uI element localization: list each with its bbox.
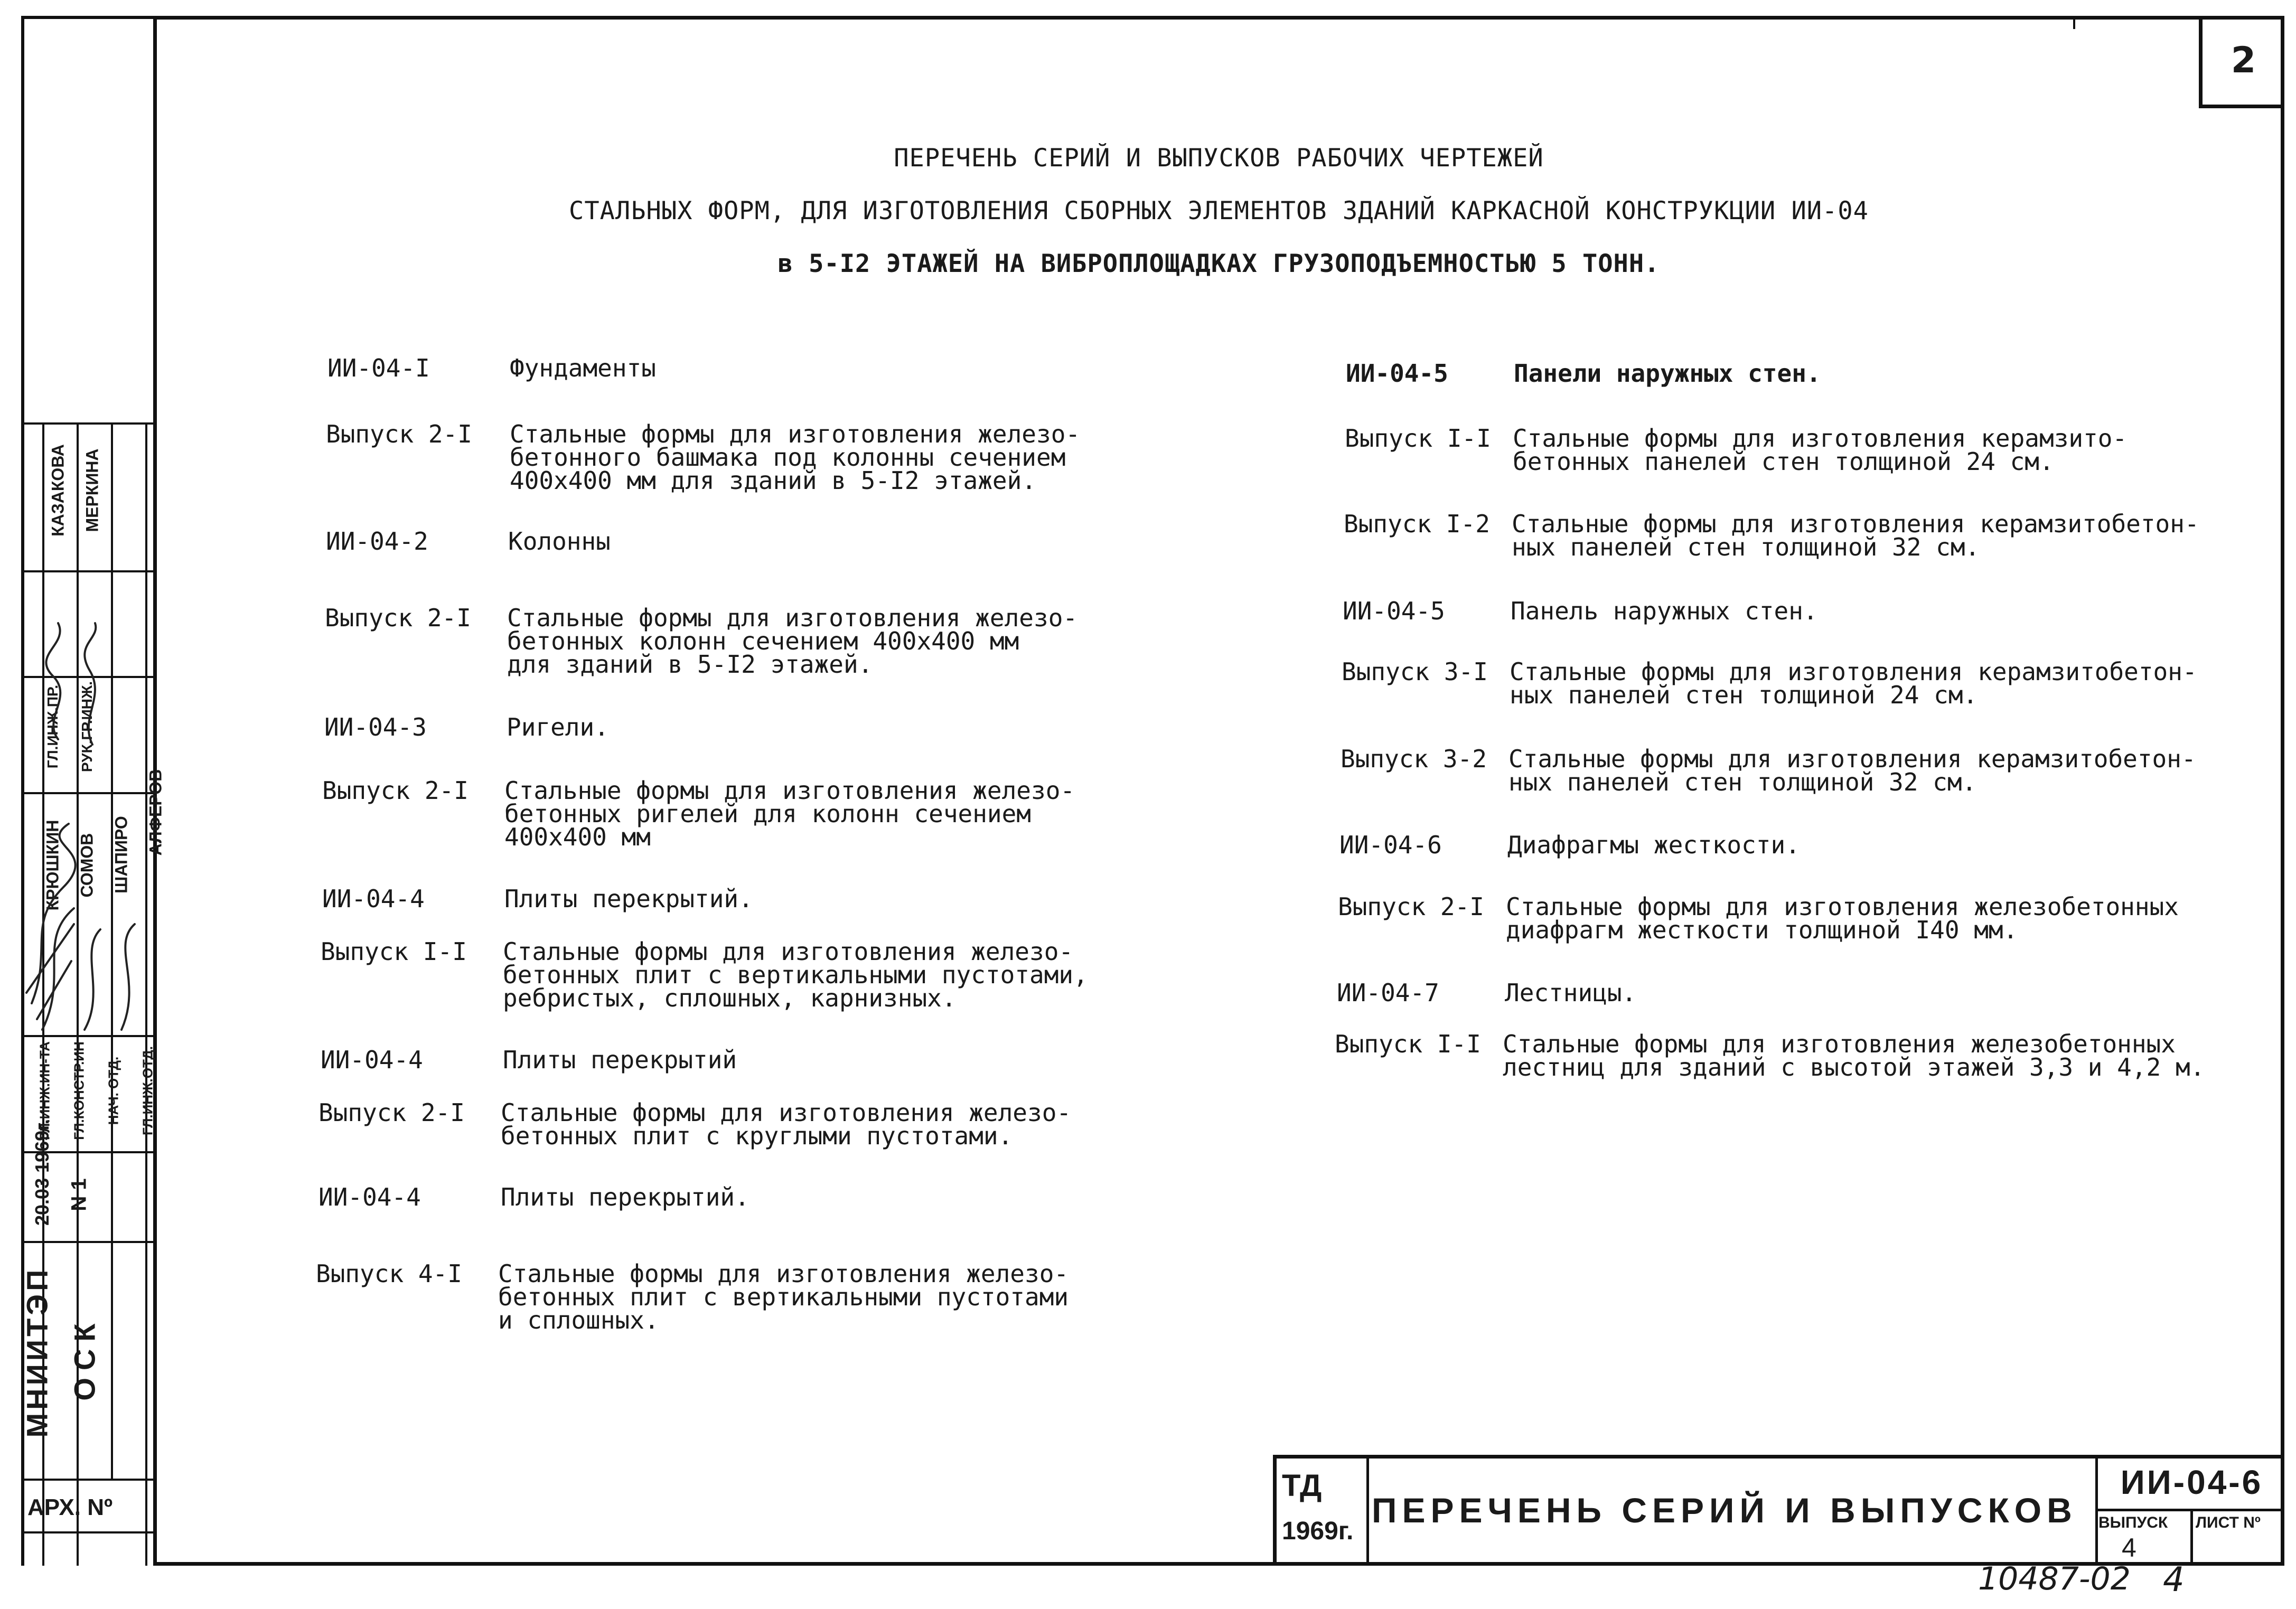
stamp-dept: ОСК bbox=[68, 1316, 101, 1401]
entry-code: ИИ-04-7 bbox=[1337, 978, 1439, 1007]
entry-line: бетонных колонн сечением 400х400 мм bbox=[507, 627, 1019, 655]
entry-code: Выпуск I-I bbox=[1335, 1030, 1481, 1058]
entry-line: Диафрагмы жесткости. bbox=[1507, 831, 1800, 859]
entry-line: Плиты перекрытий bbox=[503, 1046, 737, 1074]
title-block-code: ИИ-04-6 bbox=[2120, 1463, 2263, 1501]
entry-line: бетонных плит с вертикальными пустотами bbox=[498, 1283, 1069, 1311]
entry-code: Выпуск I-I bbox=[1345, 424, 1491, 453]
entry-line: Стальные формы для изготовления керамзито- bbox=[1513, 424, 2128, 453]
entry-line: ных панелей стен толщиной 24 см. bbox=[1510, 681, 1978, 709]
entry-line: Панели наружных стен. bbox=[1514, 359, 1821, 388]
entry-line: Панель наружных стен. bbox=[1511, 597, 1818, 625]
stamp-org: МНИИТЭП bbox=[20, 1266, 54, 1438]
entry-code: ИИ-04-3 bbox=[324, 713, 427, 741]
stamp-name-kryushkin: КРЮШКИН bbox=[43, 820, 62, 911]
page-title-line-1: ПЕРЕЧЕНЬ СЕРИЙ И ВЫПУСКОВ РАБОЧИХ ЧЕРТЕЖЕЙ bbox=[894, 144, 1544, 173]
stamp-name-alferov: АЛФЕРОВ bbox=[146, 769, 165, 856]
entry-line: бетонных панелей стен толщиной 24 см. bbox=[1513, 447, 2054, 476]
entry-line: Фундаменты bbox=[510, 354, 656, 382]
page-number: 4 bbox=[2163, 1560, 2185, 1599]
entry-line: Стальные формы для изготовления железобетонных bbox=[1506, 892, 2179, 921]
title-block-issue-label: ВЫПУСК bbox=[2098, 1514, 2168, 1531]
frame-tick bbox=[2073, 16, 2075, 29]
title-block-sheet-label: ЛИСТ Nº bbox=[2196, 1514, 2261, 1531]
entry-line: ребристых, сплошных, карнизных. bbox=[503, 984, 957, 1012]
entry-code: ИИ-04-4 bbox=[321, 1046, 423, 1074]
stamp-role-gl-konstr: ГЛ.КОНСТР.ИН bbox=[71, 1041, 87, 1140]
entry-code: Выпуск 2-I bbox=[326, 420, 472, 448]
stamp-role-nach-otd: НАЧ. ОТД. bbox=[105, 1056, 121, 1125]
stamp-role-gl-inzh-pr: ГЛ.ИНЖ.ПР. bbox=[44, 684, 61, 769]
stamp-role-gl-inzh-inta: ГЛ.ИНЖ.ИН-ТА bbox=[36, 1041, 53, 1140]
title-block-name: ПЕРЕЧЕНЬ СЕРИЙ И ВЫПУСКОВ bbox=[1372, 1491, 2077, 1530]
entry-code: Выпуск 2-I bbox=[1338, 892, 1484, 921]
entry-line: Стальные формы для изготовления железо- bbox=[510, 420, 1081, 448]
stamp-archive-label: АРХ. Nº bbox=[27, 1494, 113, 1520]
stamp-name-shapiro: ШАПИРО bbox=[111, 816, 131, 893]
title-block-year: 1969г. bbox=[1282, 1517, 1354, 1545]
entry-code: Выпуск 2-I bbox=[325, 604, 471, 632]
sheet-number: 2 bbox=[2199, 16, 2284, 108]
entry-line: Стальные формы для изготовления керамзитобетон- bbox=[1512, 510, 2199, 538]
entry-line: и сплошных. bbox=[498, 1306, 659, 1334]
entry-code: ИИ-04-4 bbox=[318, 1183, 421, 1211]
entry-code: ИИ-04-5 bbox=[1343, 597, 1445, 625]
entry-code: Выпуск 3-2 bbox=[1341, 745, 1487, 773]
entry-line: 400х400 мм bbox=[504, 823, 651, 851]
title-block-td: ТД bbox=[1282, 1469, 1322, 1503]
stamp-date: 20.03 1969г. bbox=[31, 1119, 53, 1226]
stamp-name-merkina: МЕРКИНА bbox=[82, 448, 102, 532]
entry-code: Выпуск 2-I bbox=[322, 776, 468, 805]
page-title-line-2: СТАЛЬНЫХ ФОРМ, ДЛЯ ИЗГОТОВЛЕНИЯ СБОРНЫХ ЭЛЕМЕНТОВ ЗДАНИЙ КАРКАСНОЙ КОНСТРУКЦИИ ИИ-04 bbox=[569, 196, 1869, 225]
entry-line: Плиты перекрытий. bbox=[501, 1183, 749, 1211]
entry-line: для зданий в 5-I2 этажей. bbox=[507, 650, 873, 679]
archive-number: 10487-02 bbox=[1978, 1560, 2131, 1597]
entry-line: бетонных плит с вертикальными пустотами, bbox=[503, 961, 1088, 989]
entry-line: ных панелей стен толщиной 32 см. bbox=[1512, 533, 1980, 561]
entry-line: Стальные формы для изготовления железобетонных bbox=[1503, 1030, 2176, 1058]
entry-line: Стальные формы для изготовления керамзитобетон- bbox=[1508, 745, 2196, 773]
page-title-line-3: в 5-I2 ЭТАЖЕЙ НА ВИБРОПЛОЩАДКАХ ГРУЗОПОДЪЕМНОСТЬЮ 5 ТОНН. bbox=[777, 249, 1660, 278]
stamp-name-somov: СОМОВ bbox=[77, 833, 97, 898]
stamp-number: N 1 bbox=[67, 1178, 91, 1211]
entry-code: Выпуск I-I bbox=[321, 937, 467, 966]
title-block bbox=[1273, 1455, 2284, 1566]
entry-line: бетонного башмака под колонны сечением bbox=[510, 443, 1066, 472]
entry-line: бетонных ригелей для колонн сечением bbox=[504, 799, 1031, 828]
entry-line: Плиты перекрытий. bbox=[504, 885, 753, 913]
left-stamp-strip bbox=[20, 422, 165, 1566]
entry-line: бетонных плит с круглыми пустотами. bbox=[501, 1122, 1013, 1150]
entry-line: лестниц для зданий с высотой этажей 3,3 и 4,2 м. bbox=[1503, 1053, 2205, 1081]
entry-code: Выпуск 4-I bbox=[316, 1259, 462, 1288]
entry-line: диафрагм жесткости толщиной I40 мм. bbox=[1506, 916, 2018, 944]
entry-line: Колонны bbox=[508, 527, 611, 556]
stamp-name-kazakova: КАЗАКОВА bbox=[48, 444, 68, 537]
entry-line: Стальные формы для изготовления железо- bbox=[503, 937, 1074, 966]
entry-line: Стальные формы для изготовления железо- bbox=[498, 1259, 1069, 1288]
stamp-role-ruk-gr-inzh: РУК.ГР.ИНЖ. bbox=[79, 681, 95, 773]
entry-code: ИИ-04-2 bbox=[326, 527, 428, 556]
stamp-role-gl-inzh-otd: ГЛ.ИНЖ.ОТД. bbox=[139, 1046, 156, 1135]
entry-code: ИИ-04-4 bbox=[322, 885, 425, 913]
entry-line: Стальные формы для изготовления железо- bbox=[504, 776, 1075, 805]
entry-line: 400х400 мм для зданий в 5-I2 этажей. bbox=[510, 466, 1036, 495]
entry-code: ИИ-04-I bbox=[327, 354, 430, 382]
entry-line: Ригели. bbox=[507, 713, 609, 741]
entry-line: Стальные формы для изготовления железо- bbox=[507, 604, 1078, 632]
entry-line: Стальные формы для изготовления железо- bbox=[501, 1098, 1072, 1127]
entry-code: ИИ-04-5 bbox=[1346, 359, 1448, 388]
entry-code: ИИ-04-6 bbox=[1339, 831, 1442, 859]
entry-line: Лестницы. bbox=[1505, 978, 1637, 1007]
entry-code: Выпуск I-2 bbox=[1344, 510, 1490, 538]
entry-line: Стальные формы для изготовления керамзитобетон- bbox=[1510, 657, 2197, 686]
entry-code: Выпуск 2-I bbox=[318, 1098, 465, 1127]
signatures-image bbox=[21, 422, 153, 1035]
entry-line: ных панелей стен толщиной 32 см. bbox=[1508, 768, 1977, 796]
entry-code: Выпуск 3-I bbox=[1342, 657, 1488, 686]
title-block-issue-value: 4 bbox=[2122, 1533, 2136, 1563]
